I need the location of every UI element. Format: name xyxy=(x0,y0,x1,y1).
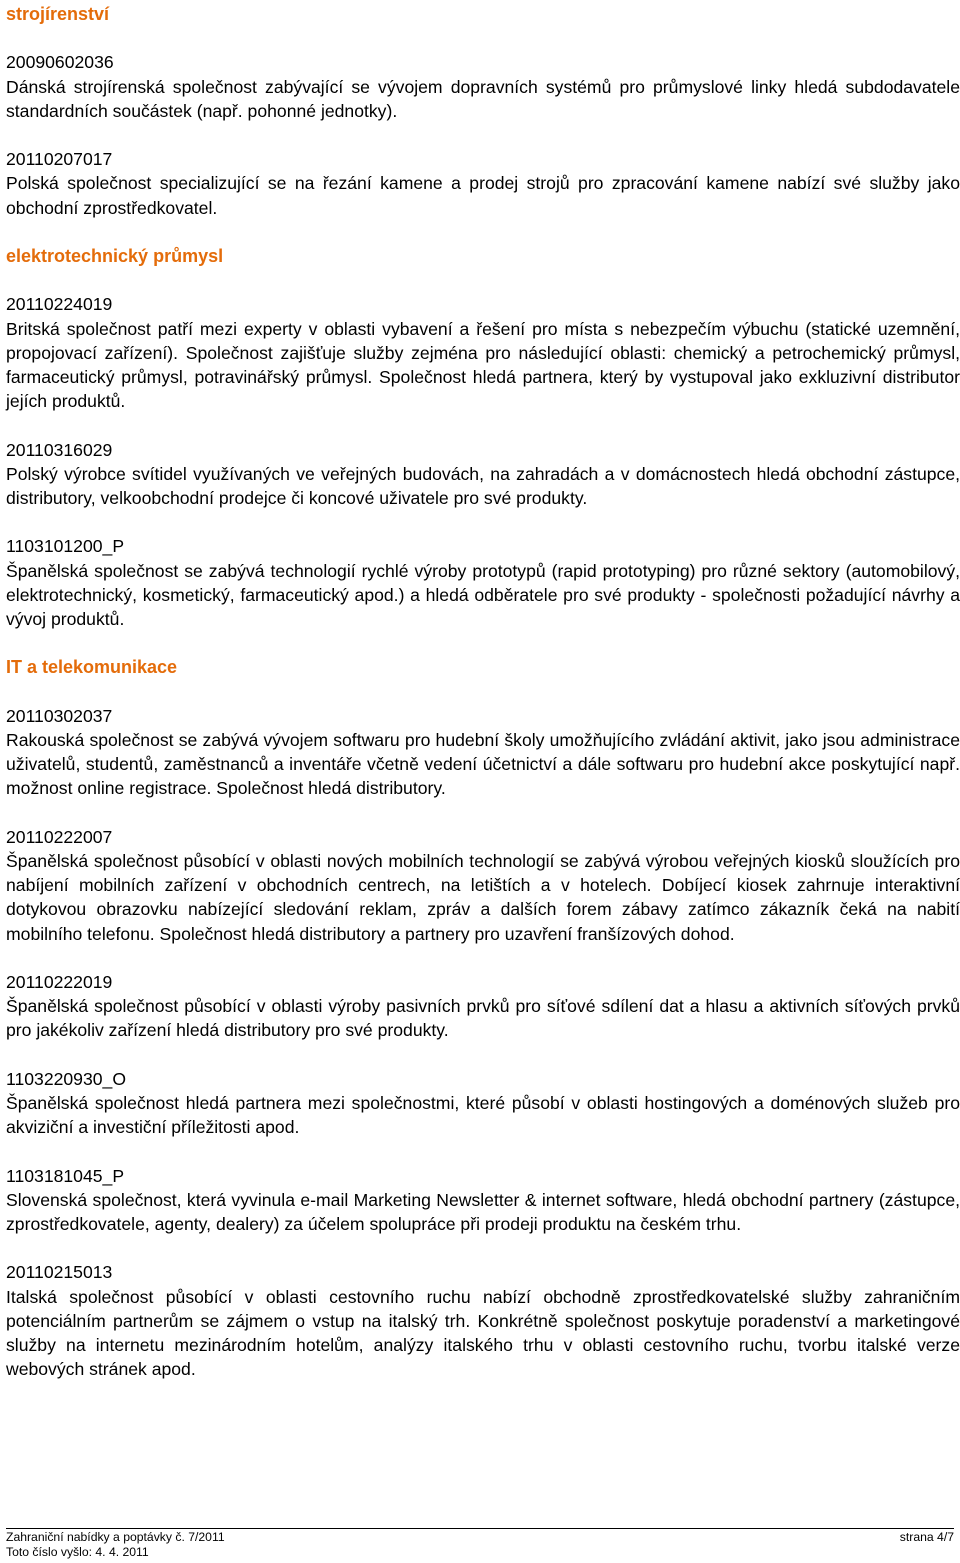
offer-code: 20090602036 xyxy=(6,52,114,73)
offer-code: 1103181045_P xyxy=(6,1165,125,1186)
offer-text: Španělská společnost působící v oblasti nových mobilních technologií se zabývá výrobou veřejných kiosků sloužících pro nabíjení mobilních zařízení v obchodních centrech, na letištích a v hotelech. Dobíjecí kiosek zahrnuje interaktivní dotykovou obrazovku nabízející sledování reklam, zpráv a dalších forem zábavy zatímco zákazník čeká na nabití mobilního telefonu. Společnost hledá distributory a partnery pro uzavření franšízových dohod. xyxy=(6,850,960,944)
offer-entry xyxy=(6,970,960,1043)
offer-code: 1103220930_O xyxy=(6,1068,127,1089)
offer-text: Italská společnost působící v oblasti cestovního ruchu nabízí obchodně zprostředkovatelské služby zahraničním potenciálním partnerům se zájmem o vstup na italský trh. Konkrétně společnost poskytuje poradenství a marketingové služby na internetu mezinárodním hotelům, analýzy italského trhu v oblasti cestovního ruchu, tvorbu italské verze webových stránek apod. xyxy=(6,1286,960,1380)
footer-page-number: strana 4/7 xyxy=(899,1530,954,1544)
footer-divider xyxy=(6,1528,954,1529)
offer-text: Španělská společnost hledá partnera mezi společnostmi, které působí v oblasti hostingových a doménových služeb pro akviziční a investiční příležitosti apod. xyxy=(6,1092,960,1138)
section-elektrotechnicky-prumysl xyxy=(6,244,960,631)
offer-code: 20110222007 xyxy=(6,826,113,847)
offer-text: Polská společnost specializující se na řezání kamene a prodej strojů pro zpracování kamene nabízí své služby jako obchodní zprostředkovatel. xyxy=(6,173,960,218)
offer-code: 20110215013 xyxy=(6,1262,113,1283)
footer-issue-date: Toto číslo vyšlo: 4. 4. 2011 xyxy=(6,1545,149,1559)
offer-entry xyxy=(6,1164,960,1237)
document-body xyxy=(6,2,960,1381)
offer-text: Dánská strojírenská společnost zabývající se vývojem dopravních systémů pro průmyslové linky hledá subdodavatele standardních součástek (např. pohonné jednotky). xyxy=(6,76,960,121)
offer-code: 20110207017 xyxy=(6,149,113,170)
offer-code: 20110302037 xyxy=(6,705,113,726)
offer-text: Španělská společnost působící v oblasti výroby pasivních prvků pro síťové sdílení dat a hlasu a aktivních síťových prvků pro jakékoliv zařízení hledá distributory pro své produkty. xyxy=(6,996,960,1041)
offer-entry xyxy=(6,292,960,413)
offer-entry xyxy=(6,438,960,511)
section-it-a-telekomunikace xyxy=(6,655,960,1381)
offer-text: Britská společnost patří mezi experty v oblasti vybavení a řešení pro místa s nebezpečím výbuchu (statické uzemnění, propojovací zařízení). Společnost zajišťuje služby zejména pro následující oblasti: chemický a petrochemický průmysl, farmaceutický průmysl, potravinářský průmysl. Společnost hledá partnera, který by vystupoval jako exkluzivní distributor jejích produktů. xyxy=(6,318,960,412)
section-heading: IT a telekomunikace xyxy=(6,657,178,678)
page-footer xyxy=(6,1528,954,1560)
section-heading: strojírenství xyxy=(6,4,110,24)
section-strojirenstvi xyxy=(6,2,960,220)
footer-publication: Zahraniční nabídky a poptávky č. 7/2011 xyxy=(6,1530,225,1544)
offer-text: Polský výrobce svítidel využívaných ve veřejných budovách, na zahradách a v domácnostech hledá obchodní zástupce, distributory, velkoobchodní prodejce či koncové uživatele pro své produkty. xyxy=(6,463,960,508)
offer-entry xyxy=(6,534,960,631)
section-heading: elektrotechnický průmysl xyxy=(6,245,224,266)
offer-text: Španělská společnost se zabývá technologií rychlé výroby prototypů (rapid prototyping) pro různé sektory (automobilový, elektrotechnický, kosmetický, farmaceutický apod.) a hledá odběratele pro své produkty - společnosti požadující návrhy a vývoj produktů. xyxy=(6,560,960,629)
offer-code: 1103101200_P xyxy=(6,536,125,557)
offer-code: 20110222019 xyxy=(6,971,113,992)
offer-code: 20110316029 xyxy=(6,439,113,460)
offer-entry xyxy=(6,704,960,801)
offer-entry xyxy=(6,147,960,220)
offer-entry xyxy=(6,1260,960,1381)
offer-entry xyxy=(6,1067,960,1140)
offer-entry xyxy=(6,825,960,946)
offer-text: Rakouská společnost se zabývá vývojem softwaru pro hudební školy umožňujícího zvládání aktivit, jako jsou administrace uživatelů, studentů, zaměstnanců a inventáře včetně vedení účetnictví a dále softwaru pro hudební akce poskytující např. možnost online registrace. Společnost hledá distributory. xyxy=(6,729,960,799)
offer-entry xyxy=(6,50,960,123)
offer-code: 20110224019 xyxy=(6,294,113,315)
offer-text: Slovenská společnost, která vyvinula e-mail Marketing Newsletter & internet software, hledá obchodní partnery (zástupce, zprostředkovatele, agenty, dealery) za účelem spolupráce při prodeji produktu na českém trhu. xyxy=(6,1189,960,1234)
